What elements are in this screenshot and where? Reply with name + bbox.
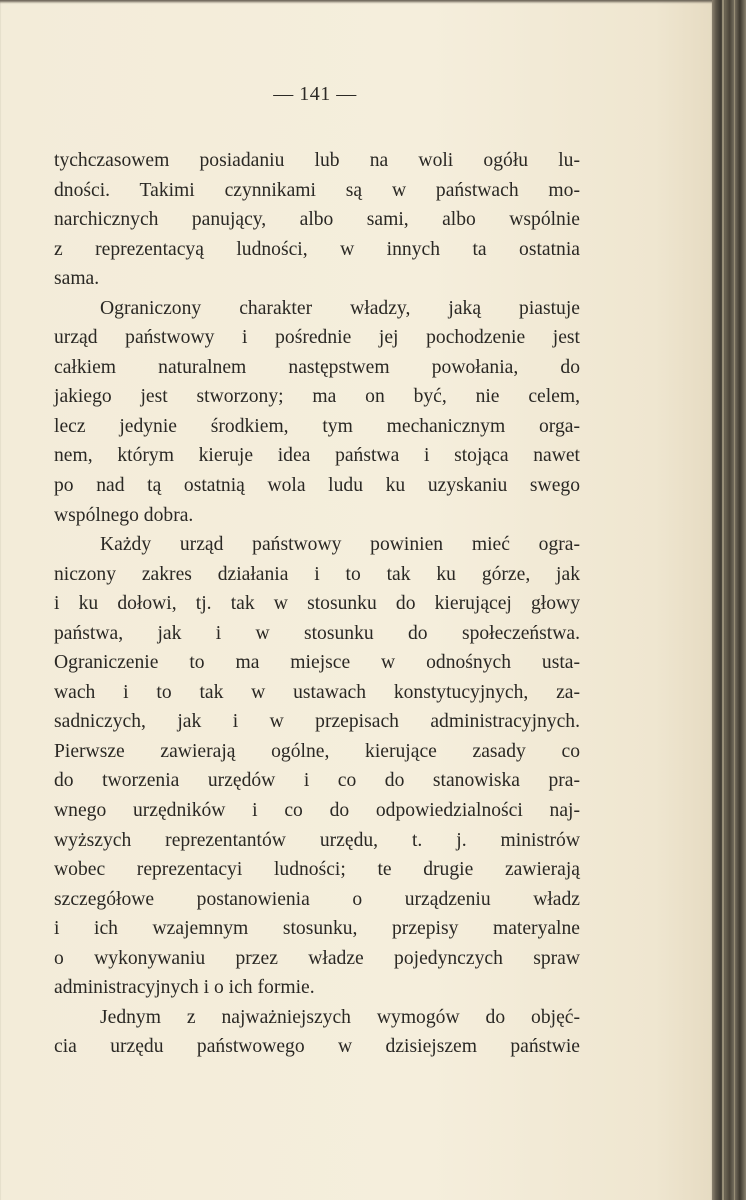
text-line: i ku dołowi, tj. tak w stosunku do kierującej głowy [54, 593, 580, 615]
text-line: i ich wzajemnym stosunku, przepisy materyalne [54, 918, 580, 940]
text-line: wach i to tak w ustawach konstytucyjnych, za- [54, 681, 580, 703]
body-text [54, 146, 580, 1062]
text-line: o wykonywaniu przez władze pojedynczych spraw [54, 947, 580, 969]
text-line: lecz jedynie środkiem, tym mechanicznym orga- [54, 415, 580, 437]
text-line: nem, którym kieruje idea państwa i stojąca nawet [54, 445, 580, 467]
text-line: szczegółowe postanowienia o urządzeniu władz [54, 888, 580, 910]
text-line: do tworzenia urzędów i co do stanowiska pra- [54, 770, 580, 792]
text-line: wyższych reprezentantów urzędu, t. j. ministrów [54, 829, 580, 851]
text-line: wobec reprezentacyi ludności; te drugie zawierają [54, 859, 580, 881]
text-line: administracyjnych i o ich formie. [54, 977, 315, 999]
text-line: wspólnego dobra. [54, 504, 194, 526]
text-line: cia urzędu państwowego w dzisiejszem państwie [54, 1036, 580, 1058]
text-line: po nad tą ostatnią wola ludu ku uzyskaniu swego [54, 475, 580, 497]
text-line: całkiem naturalnem następstwem powołania, do [54, 356, 580, 378]
text-line: sama. [54, 268, 100, 290]
text-line: państwa, jak i w stosunku do społeczeństwa. [54, 622, 580, 644]
text-line: niczony zakres działania i to tak ku górze, jak [54, 563, 580, 585]
text-line: urząd państwowy i pośrednie jej pochodzenie jest [54, 327, 580, 349]
text-line: wnego urzędników i co do odpowiedzialności naj- [54, 800, 580, 822]
text-line: Jednym z najważniejszych wymogów do objęć- [100, 1006, 580, 1028]
text-line: Pierwsze zawierają ogólne, kierujące zasady co [54, 740, 580, 762]
text-line: dności. Takimi czynnikami są w państwach mo- [54, 179, 580, 201]
text-line: narchicznych panujący, albo sami, albo wspólnie [54, 209, 580, 231]
text-line: z reprezentacyą ludności, w innych ta ostatnia [54, 238, 580, 260]
text-line: Ograniczenie to ma miejsce w odnośnych usta- [54, 652, 580, 674]
book-binding-edge [712, 0, 746, 1200]
page-number: — 141 — [273, 83, 357, 105]
text-line: Każdy urząd państwowy powinien mieć ogra- [100, 534, 580, 556]
text-line: Ograniczony charakter władzy, jaką piastuje [100, 297, 580, 319]
text-line: jakiego jest stworzony; ma on być, nie celem, [54, 386, 580, 408]
text-line: tychczasowem posiadaniu lub na woli ogółu lu- [54, 150, 580, 171]
text-line: sadniczych, jak i w przepisach administracyjnych. [54, 711, 580, 733]
